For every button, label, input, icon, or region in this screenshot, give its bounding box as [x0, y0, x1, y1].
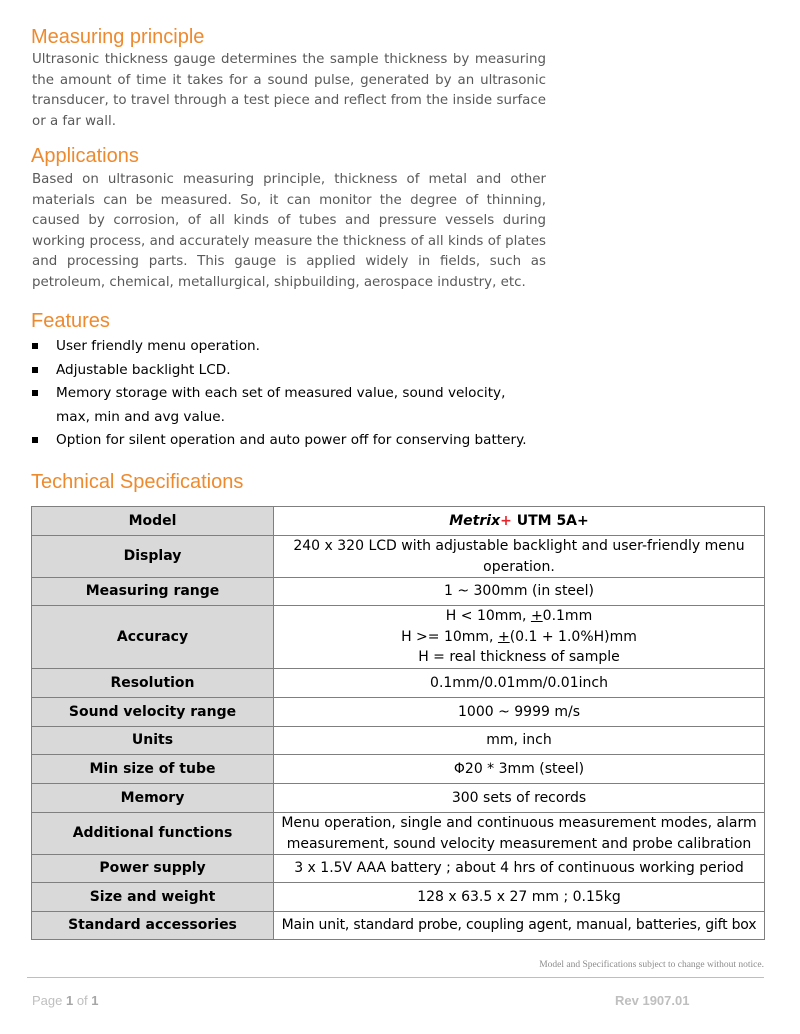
feature-text: max, min and avg value. — [56, 408, 225, 425]
table-row — [32, 883, 765, 912]
spec-value: 1000 ~ 9999 m/s — [274, 698, 765, 727]
spec-value: 3 x 1.5V AAA battery ; about 4 hrs of continuous working period — [274, 855, 765, 883]
features-heading: Features — [31, 310, 110, 332]
plus-minus-symbol: + — [497, 628, 510, 645]
spec-value: 1 ~ 300mm (in steel) — [274, 578, 765, 606]
spec-label: Display — [32, 536, 274, 578]
page-label: Page — [32, 993, 66, 1008]
plus-minus-symbol: + — [530, 608, 543, 625]
spec-value-accuracy — [274, 606, 765, 669]
table-row — [32, 727, 765, 755]
spec-label: Min size of tube — [32, 755, 274, 784]
table-row — [32, 755, 765, 784]
spec-value: Φ20 * 3mm (steel) — [274, 755, 765, 784]
spec-label: Standard accessories — [32, 912, 274, 940]
feature-text: Adjustable backlight LCD. — [56, 361, 231, 378]
spec-label: Memory — [32, 784, 274, 813]
spec-label: Accuracy — [32, 606, 274, 669]
spec-value: mm, inch — [274, 727, 765, 755]
spec-value: Main unit, standard probe, coupling agent, manual, batteries, gift box — [274, 912, 765, 940]
accuracy-line: H = real thickness of sample — [418, 649, 620, 666]
brand-name: Metrix — [449, 512, 501, 529]
spec-value: 240 x 320 LCD with adjustable backlight and user-friendly menu operation. — [274, 536, 765, 578]
spec-label: Additional functions — [32, 813, 274, 855]
revision-label: Rev 1907.01 — [615, 993, 690, 1008]
feature-item — [32, 335, 527, 359]
spec-value: Menu operation, single and continuous measurement modes, alarm measurement, sound velocity measurement and probe calibration — [274, 813, 765, 855]
measuring-principle-text: Ultrasonic thickness gauge determines the sample thickness by measuring the amount of time it takes for a sound pulse, generated by an ultrasonic transducer, to travel through a test piece and reflect from the inside surface or a far wall. — [32, 52, 546, 129]
feature-item — [32, 382, 527, 406]
accuracy-line — [278, 627, 760, 648]
accuracy-text: H >= 10mm, — [401, 628, 498, 645]
spec-value: 0.1mm/0.01mm/0.01inch — [274, 669, 765, 698]
bullet-icon — [32, 367, 38, 373]
measuring-principle-heading: Measuring principle — [31, 26, 205, 48]
page-number — [32, 993, 99, 1008]
applications-heading: Applications — [31, 145, 139, 167]
feature-text: Memory storage with each set of measured value, sound velocity, — [56, 385, 506, 401]
bullet-icon — [32, 343, 38, 349]
table-row — [32, 813, 765, 855]
features-list — [32, 335, 527, 453]
feature-item — [32, 359, 527, 383]
table-row — [32, 606, 765, 669]
feature-text: Option for silent operation and auto power off for conserving battery. — [56, 432, 527, 448]
specifications-table — [31, 506, 765, 940]
model-name: UTM 5A+ — [511, 512, 589, 529]
spec-label: Resolution — [32, 669, 274, 698]
spec-label: Power supply — [32, 855, 274, 883]
spec-value: 128 x 63.5 x 27 mm ; 0.15kg — [274, 883, 765, 912]
spec-label: Units — [32, 727, 274, 755]
applications-text: Based on ultrasonic measuring principle, thickness of metal and other materials can be measured. So, it can monitor the degree of thinning, caused by corrosion, of all kinds of tubes and pressure vessels during working process, and accurately measure the thickness of all kinds of plates and processing parts. This gauge is applied widely in fields, such as petroleum, chemical, metallurgical, shipbuilding, aerospace industry, etc. — [32, 172, 546, 290]
spec-value: 300 sets of records — [274, 784, 765, 813]
feature-item — [32, 429, 527, 453]
table-row — [32, 669, 765, 698]
spec-label: Model — [32, 507, 274, 536]
accuracy-text: 0.1mm — [542, 608, 593, 625]
disclaimer-note: Model and Specifications subject to change without notice. — [539, 960, 764, 970]
spec-label: Size and weight — [32, 883, 274, 912]
spec-value-model — [274, 507, 765, 536]
page-current: 1 — [65, 993, 74, 1008]
bullet-icon — [32, 390, 38, 396]
table-row — [32, 784, 765, 813]
accuracy-line — [278, 606, 760, 627]
footer-divider — [27, 977, 764, 978]
spec-label: Measuring range — [32, 578, 274, 606]
table-row — [32, 912, 765, 940]
brand-plus: + — [500, 512, 512, 529]
table-row — [32, 855, 765, 883]
table-row — [32, 507, 765, 536]
table-row — [32, 698, 765, 727]
table-row — [32, 536, 765, 578]
feature-item-continuation — [32, 406, 527, 430]
spec-label: Sound velocity range — [32, 698, 274, 727]
bullet-icon — [32, 437, 38, 443]
technical-specifications-heading: Technical Specifications — [31, 471, 244, 493]
accuracy-text: (0.1 + 1.0%H)mm — [509, 628, 637, 645]
page-total: 1 — [91, 993, 99, 1008]
page-of: of — [73, 993, 92, 1008]
feature-text: User friendly menu operation. — [56, 338, 260, 354]
table-row — [32, 578, 765, 606]
accuracy-text: H < 10mm, — [445, 608, 531, 625]
